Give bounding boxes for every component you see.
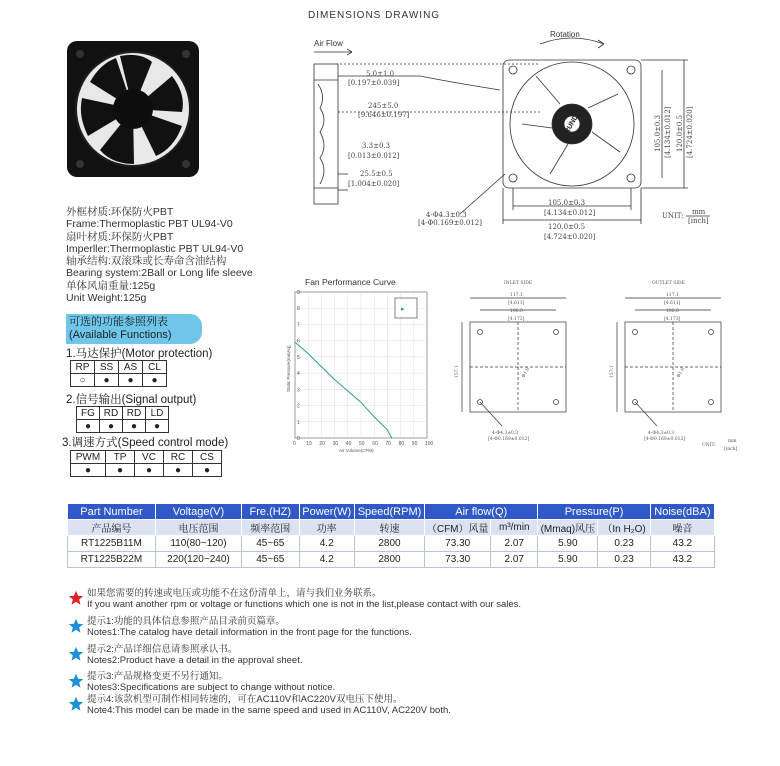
cell: 73.30 [425, 536, 491, 552]
note-en: Notes2:Product have a detail in the approval sheet. [87, 655, 303, 666]
y-tick-label: 4 [297, 371, 300, 378]
cell: 2800 [354, 536, 424, 552]
cell: 0.23 [598, 552, 650, 568]
so-mark: ● [123, 420, 146, 433]
sc-header: PWM [71, 451, 106, 464]
col-noise: Noise(dBA) [650, 504, 714, 520]
drawing-title: DIMENSIONS DRAWING [308, 10, 441, 21]
speed-control-table [70, 450, 222, 477]
dim-vertical-spacing: 105.0±0.3 [654, 114, 662, 152]
x-tick-label: 70 [385, 441, 391, 447]
brand-label: RUNDA [563, 109, 583, 135]
so-header: RD [100, 407, 123, 420]
dim-wire-length-inch: [9.646±0.197] [358, 111, 410, 119]
dim-hole-spacing: 105.0±0.3 [548, 199, 586, 207]
unit-bottom: [inch] [688, 217, 709, 225]
x-tick-label: 40 [345, 441, 352, 447]
note-cn: 提示2:产品详细信息请参照承认书。 [87, 644, 238, 655]
spec-line: Frame:Thermoplastic PBT UL94-V0 [66, 218, 233, 231]
table-row [68, 552, 715, 568]
y-tick-label: 8 [297, 306, 300, 313]
sc-header: TP [106, 451, 135, 464]
spec-line: 轴承结构:双滚珠或长寿命含油结构 [66, 255, 227, 268]
dim-hole-spacing-inch: [4.134±0.012] [544, 209, 596, 217]
mp-mark: ● [95, 374, 119, 387]
unit-label: UNIT: [662, 212, 684, 220]
speed-control-title: 3.调速方式(Speed control mode) [62, 437, 229, 449]
dim-frame-width-inch: [4.724±0.020] [544, 233, 596, 241]
dim-mount-holes-inch: [4-Φ0.169±0.012] [418, 219, 482, 227]
note-cn: 提示1:功能的具体信息参照产品目录前页篇章。 [87, 616, 285, 627]
y-tick-label: 2 [297, 403, 300, 410]
note-en: Notes3:Specifications are subject to change without notice. [87, 682, 336, 693]
outline-dim: 157.1 [455, 365, 460, 378]
note-cn: 提示4:该款机型可制作相同转速的，可在AC110V和AC220V双电压下使用。 [87, 694, 403, 705]
spec-header-row [68, 504, 715, 520]
outline-dim: 157.1 [610, 365, 615, 378]
note-en: Note4:This model can be made in the same speed and used in AC110V, AC220V both. [87, 705, 451, 716]
mp-mark: ● [143, 374, 167, 387]
outline-dim: [4.173] [664, 317, 681, 322]
sc-header: VC [135, 451, 164, 464]
col-voltage: Voltage(V) [155, 504, 241, 520]
y-tick-label: 1 [297, 419, 300, 426]
outlet-side-label: OUTLET SIDE [652, 281, 685, 286]
sc-mark: ● [71, 464, 106, 477]
dim-lead-length-inch: [0.197±0.039] [348, 79, 400, 87]
dim-mount-holes: 4-Φ4.3±0.3 [426, 211, 467, 219]
cell: RT1225B11M [68, 536, 156, 552]
outline-dim: [4.611] [664, 301, 681, 306]
y-tick-label: 6 [297, 338, 300, 345]
cell: 73.30 [425, 552, 491, 568]
spec-line: Bearing system:2Ball or Long life sleeve [66, 267, 253, 280]
cell: 0.23 [598, 536, 650, 552]
blue-star-icon [68, 618, 84, 634]
sub-header: 产品编号 [68, 520, 156, 536]
dim-thickness-inch: [1.004±0.020] [348, 180, 400, 188]
fan-photo [64, 38, 202, 180]
so-header: FG [77, 407, 100, 420]
sub-header: 转速 [354, 520, 424, 536]
cell: 43.2 [650, 552, 714, 568]
so-mark: ● [100, 420, 123, 433]
cell: 45~65 [242, 536, 299, 552]
table-row [68, 536, 715, 552]
dim-frame-height: 120.0±0.5 [676, 114, 684, 152]
x-tick-label: 90 [411, 441, 418, 447]
sc-mark: ● [164, 464, 193, 477]
mp-mark: ○ [71, 374, 95, 387]
dim-lead-length: 5.0±1.0 [366, 70, 395, 78]
sub-header: 功率 [299, 520, 354, 536]
cell: 4.2 [299, 552, 354, 568]
so-mark: ● [146, 420, 169, 433]
fan-performance-curve [285, 274, 441, 456]
outline-drawings [442, 274, 780, 456]
col-speed: Speed(RPM) [354, 504, 424, 520]
dim-wire-length: 245±5.0 [368, 102, 399, 110]
outline-unit-bottom: [inch] [724, 447, 738, 452]
available-functions-en: (Available Functions) [69, 329, 172, 341]
blue-star-icon [68, 673, 84, 689]
mp-mark: ● [119, 374, 143, 387]
outline-dim: Φ1.6 [521, 367, 532, 379]
outline-dim: 106.0 [666, 309, 679, 314]
cell: 110(80~120) [155, 536, 241, 552]
sub-header: (Mmaq)风压 [538, 520, 598, 536]
sc-header: RC [164, 451, 193, 464]
spec-line: 单体风扇重量:125g [66, 279, 156, 292]
cell: 43.2 [650, 536, 714, 552]
dim-flange-inch: [0.013±0.012] [348, 152, 400, 160]
sub-header: 噪音 [650, 520, 714, 536]
sc-mark: ● [106, 464, 135, 477]
spec-table [67, 503, 715, 568]
y-tick-label: 5 [297, 354, 300, 361]
cell: 45~65 [242, 552, 299, 568]
perf-xlabel: Air Volume(CFM) [339, 448, 374, 453]
x-tick-label: 20 [319, 441, 325, 447]
outline-hole: [4-Φ0.169±0.012] [488, 437, 530, 442]
cell: 2800 [354, 552, 424, 568]
sub-header: （In H₂O) [598, 520, 650, 536]
note-cn: 如果您需要的转速或电压或功能不在这份清单上，请与我们业务联系。 [87, 588, 382, 599]
outline-hole: 4-Φ4.3±0.3 [648, 431, 675, 436]
col-pressure: Pressure(P) [538, 504, 650, 520]
sub-header: 频率范围 [242, 520, 299, 536]
motor-protection-title: 1.马达保护(Motor protection) [66, 348, 213, 360]
dimensions-drawing [300, 24, 770, 260]
x-tick-label: 50 [359, 441, 365, 447]
outline-dim: [4.173] [508, 317, 525, 322]
outline-hole: [4-Φ0.169±0.012] [644, 437, 686, 442]
outline-dim: Φ1.6 [676, 367, 687, 379]
dim-frame-height-inch: [4.724±0.020] [686, 106, 694, 158]
outline-unit-top: mm [728, 439, 737, 444]
x-tick-label: 0 [293, 441, 296, 447]
x-tick-label: 10 [306, 441, 312, 447]
unit-top: mm [692, 208, 706, 216]
sc-mark: ● [135, 464, 164, 477]
sub-header: m³/min [491, 520, 538, 536]
cell: 5.90 [538, 552, 598, 568]
spec-line: Unit Weight:125g [66, 292, 147, 305]
spec-line: 扇叶材质:环保防火PBT [66, 230, 174, 243]
legend-symbol: ▸ [401, 306, 405, 313]
y-tick-label: 7 [297, 322, 300, 329]
note-cn: 提示3:产品规格变更不另行通知。 [87, 671, 228, 682]
x-tick-label: 30 [332, 441, 339, 447]
sub-header: （CFM）风量 [425, 520, 491, 536]
col-power: Power(W) [299, 504, 354, 520]
outline-dim: 117.1 [666, 293, 679, 298]
so-header: LD [146, 407, 169, 420]
outline-unit: UNIT: [702, 443, 716, 448]
sub-header: 电压范围 [155, 520, 241, 536]
motor-protection-table [70, 360, 167, 387]
perf-title: Fan Performance Curve [305, 277, 396, 287]
sc-header: CS [193, 451, 222, 464]
perf-ylabel: Static Pressure(mmAq) [286, 345, 291, 392]
mp-header: CL [143, 361, 167, 374]
signal-output-table [76, 406, 169, 433]
dim-flange: 3.3±0.3 [362, 142, 391, 150]
mp-header: RP [71, 361, 95, 374]
y-tick-label: 3 [297, 387, 300, 394]
col-part-number: Part Number [68, 504, 156, 520]
y-tick-label: 0 [297, 436, 300, 442]
rotation-label: Rotation [550, 30, 580, 39]
signal-output-title: 2.信号输出(Signal output) [66, 394, 197, 406]
blue-star-icon [68, 646, 84, 662]
dim-vertical-spacing-inch: [4.134±0.012] [664, 106, 672, 158]
col-airflow: Air flow(Q) [425, 504, 538, 520]
so-header: RD [123, 407, 146, 420]
air-flow-label: Air Flow [314, 39, 343, 48]
cell: RT1225B22M [68, 552, 156, 568]
blue-star-icon [68, 696, 84, 712]
spec-line: 外框材质:环保防火PBT [66, 206, 174, 218]
so-mark: ● [77, 420, 100, 433]
inlet-side-label: INLET SIDE [504, 281, 533, 286]
mp-header: AS [119, 361, 143, 374]
dim-frame-width: 120.0±0.5 [548, 223, 586, 231]
red-star-icon [68, 590, 84, 606]
cell: 5.90 [538, 536, 598, 552]
spec-subheader-row [68, 520, 715, 536]
x-tick-label: 60 [372, 441, 378, 447]
outline-hole: 4-Φ4.3±0.3 [492, 431, 519, 436]
cell: 220(120~240) [155, 552, 241, 568]
spec-line: Imperller:Thermoplastic PBT UL94-V0 [66, 242, 244, 255]
available-functions-cn: 可选的功能参照列表 [69, 316, 168, 328]
material-specs [66, 206, 253, 304]
available-functions-heading [66, 314, 202, 344]
cell: 2.07 [491, 536, 538, 552]
x-tick-label: 80 [398, 441, 405, 447]
note-en: Notes1:The catalog have detail information in the front page for the functions. [87, 627, 412, 638]
cell: 2.07 [491, 552, 538, 568]
outline-dim: 106.0 [510, 309, 523, 314]
sc-mark: ● [193, 464, 222, 477]
cell: 4.2 [299, 536, 354, 552]
mp-header: SS [95, 361, 119, 374]
x-tick-label: 100 [425, 441, 434, 447]
note-en: If you want another rpm or voltage or functions which one is not in the list,please contact with our sales. [87, 599, 522, 610]
col-frequency: Fre.(HZ) [242, 504, 299, 520]
outline-dim: [4.611] [508, 301, 525, 306]
dim-thickness: 25.5±0.5 [360, 170, 393, 178]
outline-dim: 117.1 [510, 293, 523, 298]
y-tick-label: 9 [297, 290, 300, 296]
